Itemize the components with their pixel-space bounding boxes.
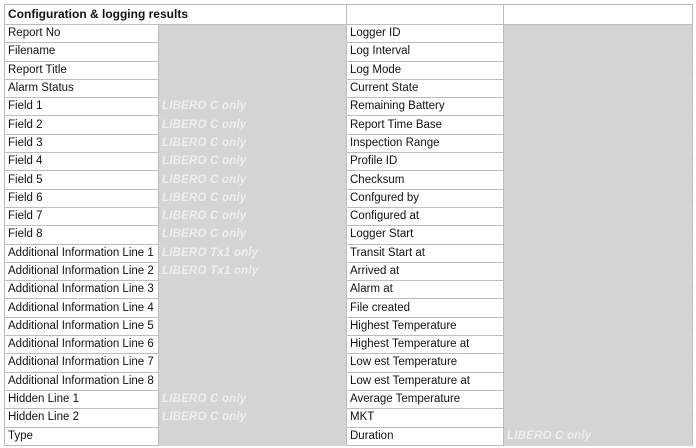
left-value-cell: LIBERO C only [159, 226, 347, 244]
config-logging-table [4, 4, 693, 446]
right-label-cell: Remaining Battery [347, 98, 504, 116]
right-label-cell: Log Mode [347, 61, 504, 79]
table-row [5, 317, 693, 335]
right-label-cell: Checksum [347, 171, 504, 189]
right-label-cell: Logger ID [347, 25, 504, 43]
right-label-cell: MKT [347, 409, 504, 427]
left-value-cell [159, 79, 347, 97]
left-label-cell: Report No [5, 25, 159, 43]
left-value-cell: LIBERO C only [159, 207, 347, 225]
right-label-cell: Log Interval [347, 43, 504, 61]
right-label-cell: Confgured by [347, 189, 504, 207]
right-value-cell [504, 116, 693, 134]
header-cell-blank [347, 5, 504, 25]
table-row [5, 390, 693, 408]
left-label-cell: Additional Information Line 5 [5, 317, 159, 335]
left-label-cell: Additional Information Line 6 [5, 336, 159, 354]
right-value-cell [504, 153, 693, 171]
left-value-cell: LIBERO C only [159, 171, 347, 189]
right-value-cell [504, 317, 693, 335]
table-row [5, 189, 693, 207]
left-label-cell: Additional Information Line 2 [5, 262, 159, 280]
right-label-cell: Low est Temperature at [347, 372, 504, 390]
table-row [5, 372, 693, 390]
right-label-cell: Report Time Base [347, 116, 504, 134]
left-value-cell: LIBERO C only [159, 189, 347, 207]
right-label-cell: Highest Temperature at [347, 336, 504, 354]
right-value-cell [504, 43, 693, 61]
right-value-cell [504, 281, 693, 299]
left-value-cell [159, 61, 347, 79]
left-value-cell [159, 25, 347, 43]
right-label-cell: Duration [347, 427, 504, 445]
left-value-cell [159, 336, 347, 354]
right-label-cell: Inspection Range [347, 134, 504, 152]
left-label-cell: Field 7 [5, 207, 159, 225]
left-label-cell: Report Title [5, 61, 159, 79]
left-label-cell: Additional Information Line 7 [5, 354, 159, 372]
table-row [5, 336, 693, 354]
right-label-cell: Current State [347, 79, 504, 97]
table-row [5, 98, 693, 116]
right-value-cell [504, 390, 693, 408]
table-body [5, 5, 693, 446]
right-value-cell [504, 226, 693, 244]
right-value-cell [504, 134, 693, 152]
right-value-cell [504, 244, 693, 262]
left-value-cell [159, 317, 347, 335]
left-label-cell: Additional Information Line 1 [5, 244, 159, 262]
right-value-cell [504, 372, 693, 390]
left-label-cell: Filename [5, 43, 159, 61]
right-value-cell: LIBERO C only [504, 427, 693, 445]
table-row [5, 354, 693, 372]
left-value-cell [159, 281, 347, 299]
right-value-cell [504, 79, 693, 97]
right-value-cell [504, 409, 693, 427]
table-row [5, 409, 693, 427]
header-cell-blank [504, 5, 693, 25]
right-label-cell: Average Temperature [347, 390, 504, 408]
right-value-cell [504, 336, 693, 354]
left-value-cell [159, 372, 347, 390]
table-row [5, 427, 693, 445]
left-label-cell: Additional Information Line 8 [5, 372, 159, 390]
left-label-cell: Hidden Line 2 [5, 409, 159, 427]
table-row [5, 116, 693, 134]
table-row [5, 299, 693, 317]
table-row [5, 207, 693, 225]
right-label-cell: Profile ID [347, 153, 504, 171]
left-label-cell: Additional Information Line 4 [5, 299, 159, 317]
table-row [5, 61, 693, 79]
left-label-cell: Field 8 [5, 226, 159, 244]
left-label-cell: Alarm Status [5, 79, 159, 97]
right-label-cell: Configured at [347, 207, 504, 225]
right-value-cell [504, 171, 693, 189]
right-label-cell: Low est Temperature [347, 354, 504, 372]
left-value-cell: LIBERO C only [159, 409, 347, 427]
right-value-cell [504, 299, 693, 317]
left-value-cell: LIBERO C only [159, 153, 347, 171]
table-row [5, 43, 693, 61]
right-label-cell: Arrived at [347, 262, 504, 280]
left-value-cell [159, 354, 347, 372]
table-row [5, 244, 693, 262]
table-row [5, 134, 693, 152]
left-value-cell: LIBERO C only [159, 390, 347, 408]
right-value-cell [504, 262, 693, 280]
left-label-cell: Field 1 [5, 98, 159, 116]
right-label-cell: Logger Start [347, 226, 504, 244]
left-label-cell: Field 3 [5, 134, 159, 152]
table-row [5, 171, 693, 189]
right-value-cell [504, 61, 693, 79]
right-label-cell: Highest Temperature [347, 317, 504, 335]
left-value-cell [159, 43, 347, 61]
right-value-cell [504, 207, 693, 225]
left-value-cell: LIBERO Tx1 only [159, 244, 347, 262]
left-value-cell: LIBERO C only [159, 98, 347, 116]
right-value-cell [504, 25, 693, 43]
table-row [5, 262, 693, 280]
left-value-cell [159, 299, 347, 317]
table-header-row [5, 5, 693, 25]
left-label-cell: Field 6 [5, 189, 159, 207]
left-value-cell: LIBERO C only [159, 116, 347, 134]
left-label-cell: Field 4 [5, 153, 159, 171]
right-value-cell [504, 98, 693, 116]
right-value-cell [504, 189, 693, 207]
left-value-cell: LIBERO C only [159, 134, 347, 152]
table-row [5, 153, 693, 171]
right-value-cell [504, 354, 693, 372]
table-row [5, 281, 693, 299]
left-label-cell: Hidden Line 1 [5, 390, 159, 408]
left-label-cell: Field 2 [5, 116, 159, 134]
left-value-cell: LIBERO Tx1 only [159, 262, 347, 280]
left-label-cell: Field 5 [5, 171, 159, 189]
right-label-cell: File created [347, 299, 504, 317]
left-label-cell: Type [5, 427, 159, 445]
right-label-cell: Transit Start at [347, 244, 504, 262]
left-value-cell [159, 427, 347, 445]
table-row [5, 226, 693, 244]
table-row [5, 79, 693, 97]
table-row [5, 25, 693, 43]
right-label-cell: Alarm at [347, 281, 504, 299]
table-title: Configuration & logging results [5, 5, 347, 25]
left-label-cell: Additional Information Line 3 [5, 281, 159, 299]
